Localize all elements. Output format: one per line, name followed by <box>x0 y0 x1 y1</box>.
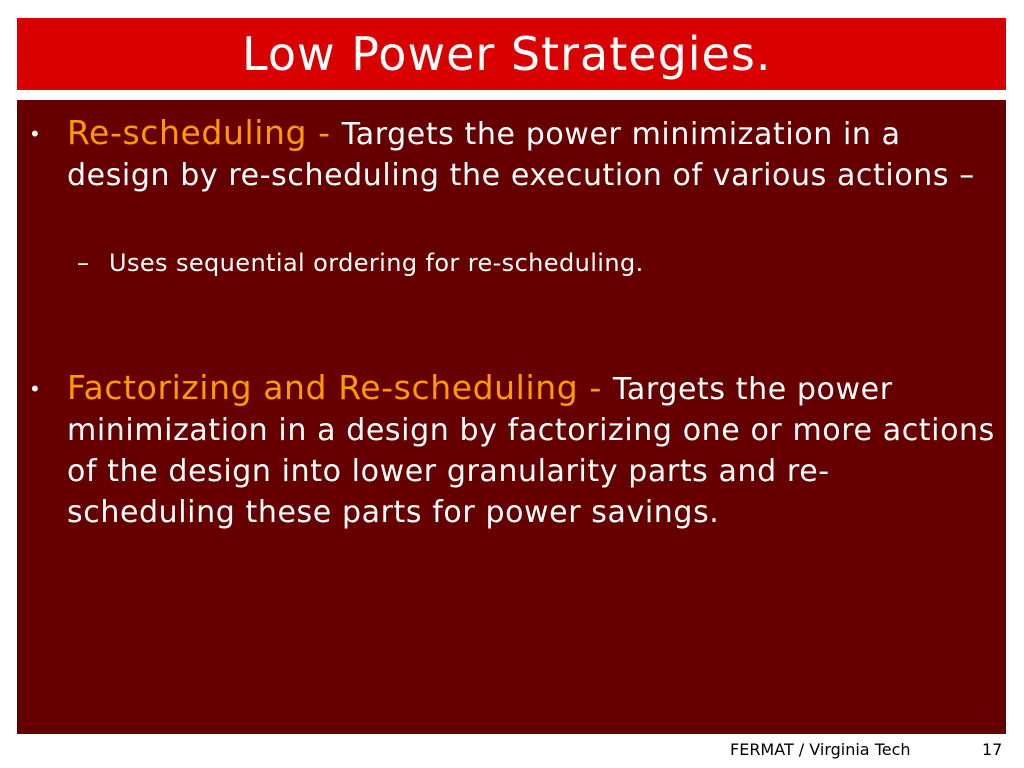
bullet-marker: • <box>29 122 41 146</box>
bullet-term: Re-scheduling - <box>67 113 342 152</box>
title-bar <box>17 18 1006 90</box>
sub-bullet-sequential-ordering <box>77 247 644 279</box>
bullet-description: Targets the power minimization in a design by re-scheduling the execution of various actions – <box>67 117 975 193</box>
bullet-description: Targets the power minimization in a design by factorizing one or more actions of the design into lower granularity parts and re-scheduling these parts for power savings. <box>67 372 995 530</box>
footer-source: FERMAT / Virginia Tech <box>730 740 911 759</box>
sub-bullet-marker: – <box>77 249 90 277</box>
bullet-marker: • <box>29 377 41 401</box>
bullet-term: Factorizing and Re-scheduling - <box>67 368 613 407</box>
slide-title: Low Power Strategies. <box>242 27 772 81</box>
sub-bullet-text: Uses sequential ordering for re-scheduling. <box>109 249 644 277</box>
content-panel <box>17 100 1006 734</box>
bullet-text <box>67 367 997 533</box>
page-number: 17 <box>982 740 1003 759</box>
bullet-text <box>67 112 997 196</box>
